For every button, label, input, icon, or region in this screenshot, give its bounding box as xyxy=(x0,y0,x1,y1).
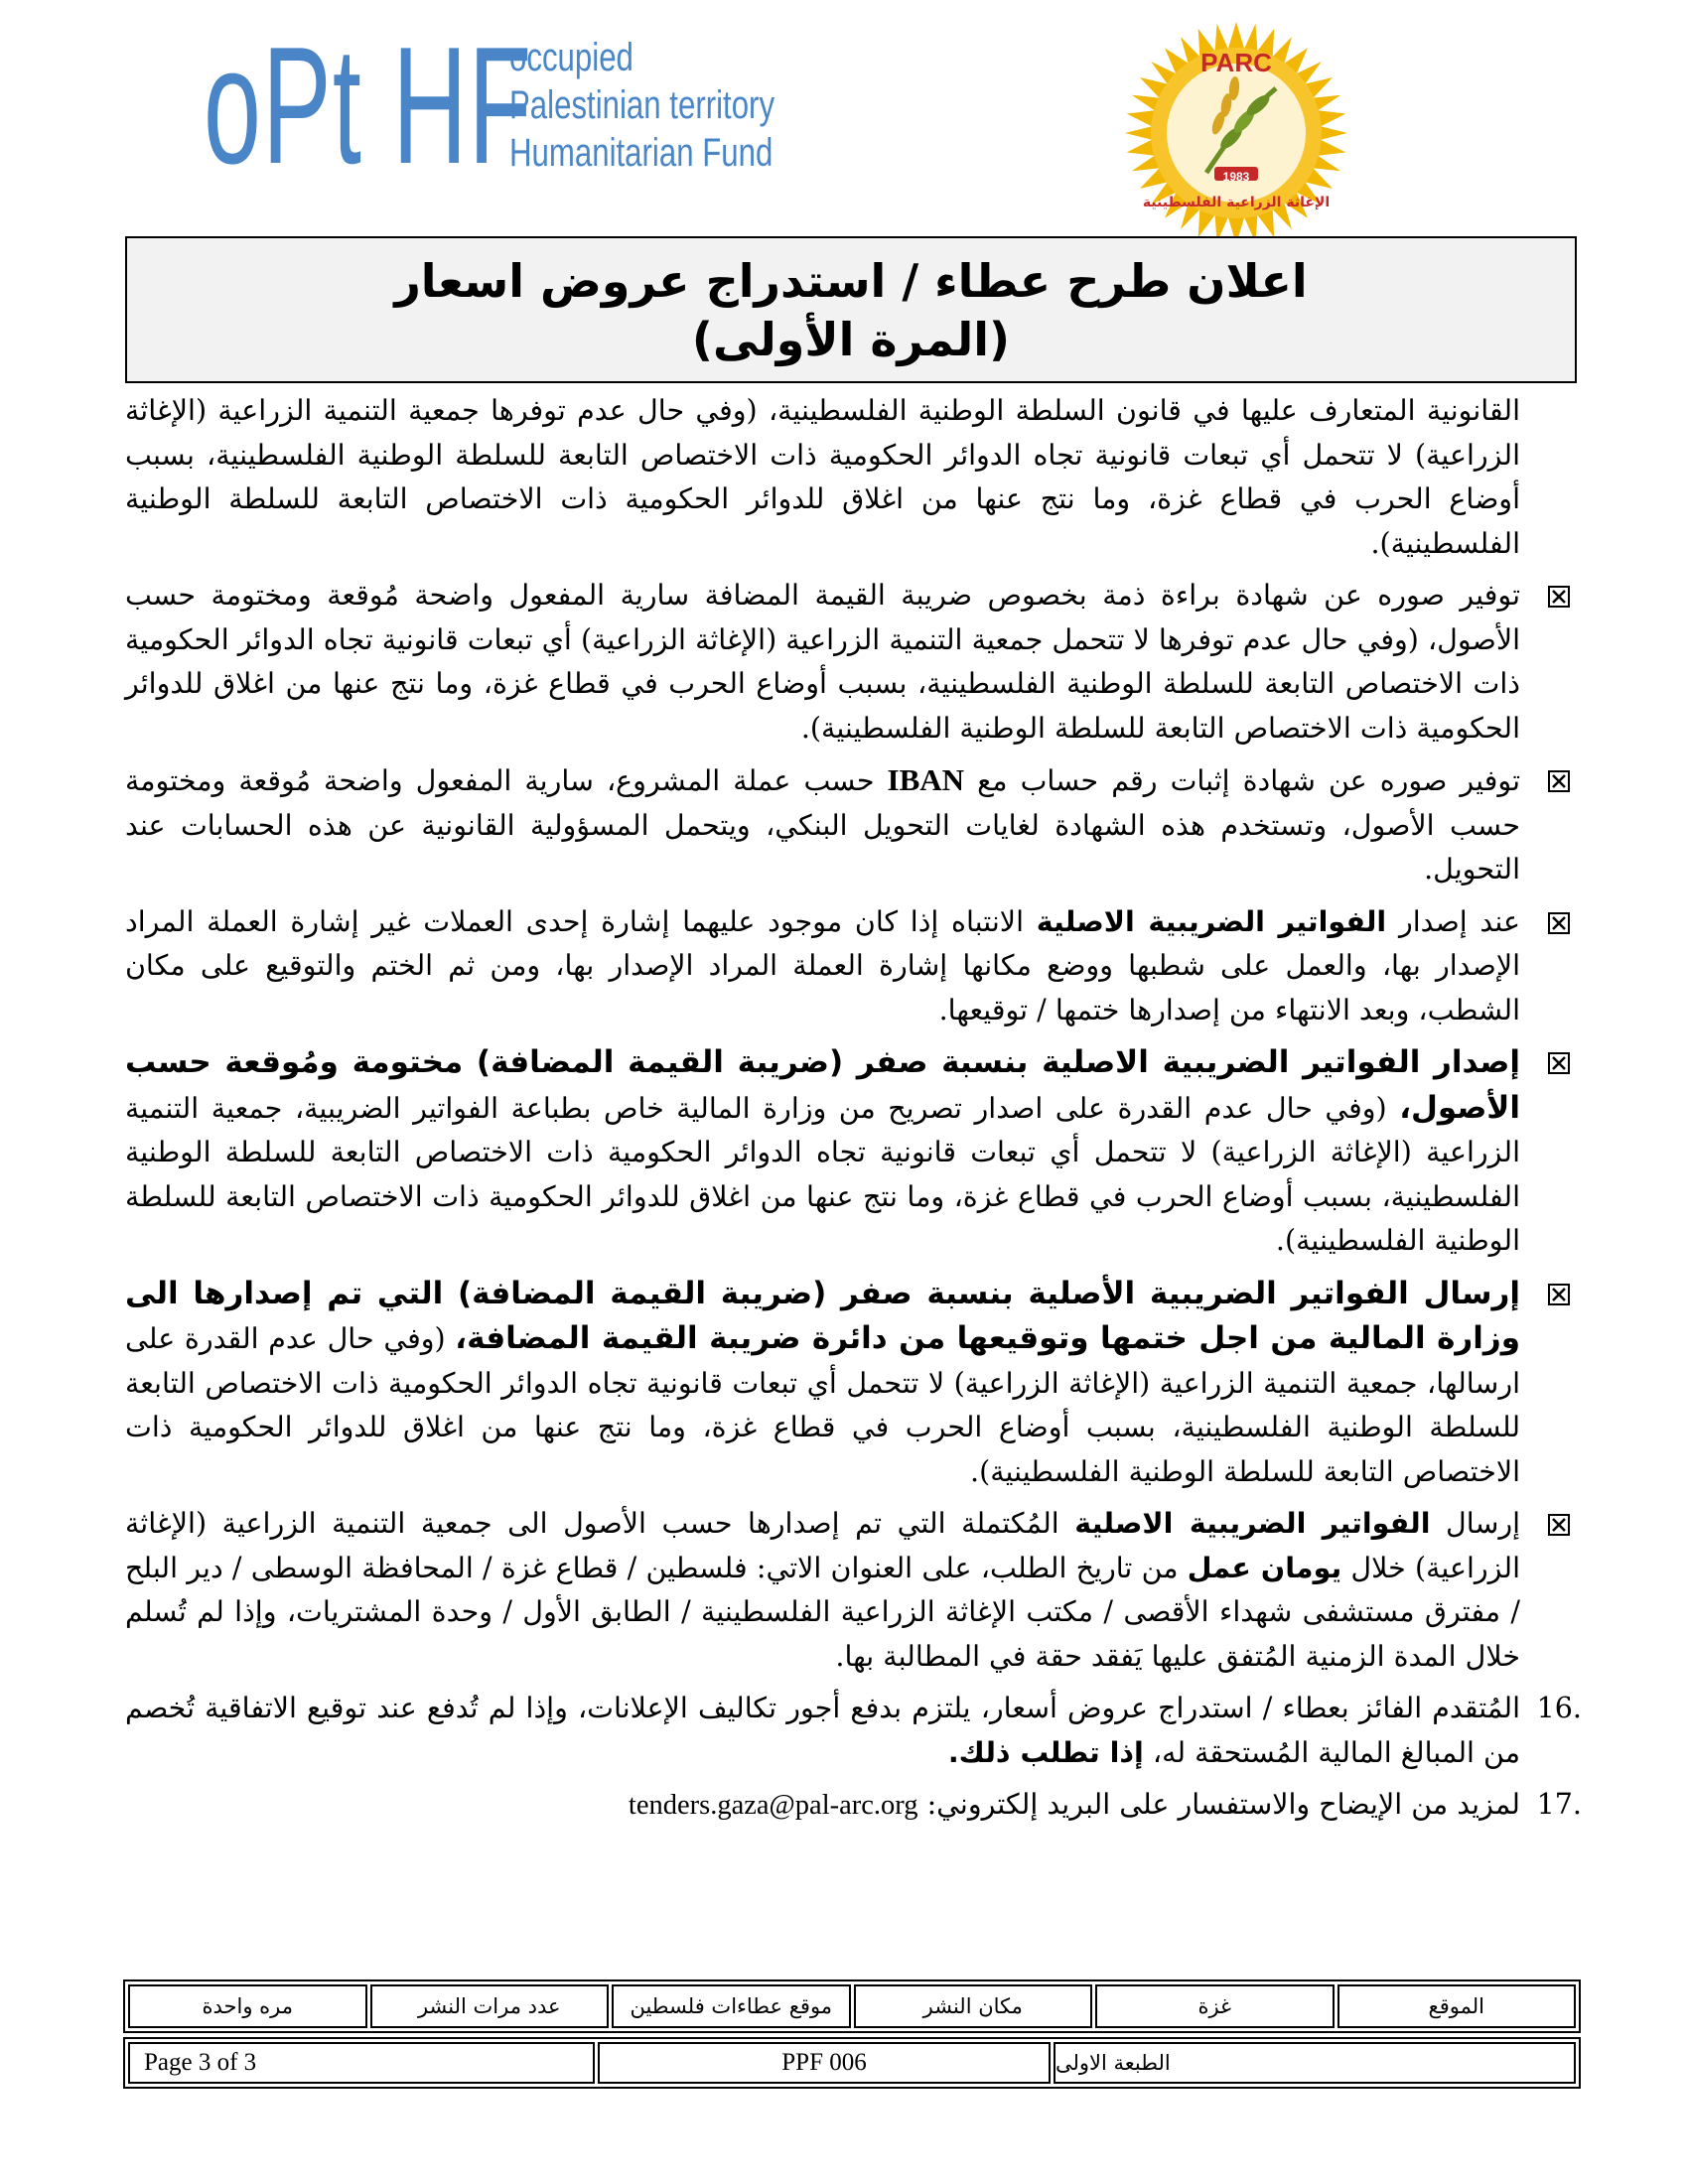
parc-logo-name: PARC xyxy=(1200,48,1272,77)
intro-paragraph: القانونية المتعارف عليها في قانون السلطة الوطنية الفلسطينية، (وفي حال عدم توفرها جمعية التنمية الزراعية (الإغاثة الزراعية) لا تتحمل أي تبعات قانونية تجاه الدوائر الحكومية ذات الاختصاص التابعة للسلطة الوطنية الفلسطينية، بسبب أوضاع الحرب في قطاع غزة، وما نتج عنها من اغلاق للدوائر الحكومية ذات الاختصاص التابعة للسلطة الوطنية الفلسطينية). xyxy=(125,394,1520,560)
footer-cell-times-label: عدد مرات النشر xyxy=(370,1984,610,2028)
list-item-text: المُتقدم الفائز بعطاء / استدراج عروض أسعار، يلتزم بدفع أجور تكاليف الإعلانات، وإذا لم تُدفع عند توقيع الاتفاقية تُخصم من المبالغ المالية المُستحقة له، إذا تطلب ذلك. xyxy=(125,1692,1520,1769)
announcement-subtitle: (المرة الأولى) xyxy=(691,313,1011,366)
item-number: 16. xyxy=(1536,1692,1582,1724)
numbered-item-17 xyxy=(125,1783,1582,1829)
list-item-text: عند إصدار الفواتير الضريبية الاصلية الانتباه إذا كان موجود عليهما إشارة إحدى العملات غير إشارة العملة المراد الإصدار بها، والعمل على شطبها ووضع مكانها إشارة العملة المراد الإصدار بها، ومن ثم الختم والتوقيع على مكان الشطب، وبعد الانتهاء من إصدارها ختمها / توقيعها. xyxy=(125,904,1520,1026)
footer-cell-place-value: موقع عطاءات فلسطين xyxy=(612,1984,851,2028)
checked-box-icon xyxy=(1548,586,1570,608)
ohpf-logo xyxy=(204,12,775,220)
footer-cell-page-number: Page 3 of 3 xyxy=(128,2042,595,2084)
parc-logo-arabic: الإغاثة الزراعية الفلسطينية xyxy=(1142,195,1331,210)
footer-document-table xyxy=(123,2037,1581,2089)
footer-cell-times-value: مره واحدة xyxy=(128,1984,367,2028)
list-item xyxy=(125,1502,1520,1679)
footer-cell-doc-code: PPF 006 xyxy=(598,2042,1051,2084)
parc-sun-icon xyxy=(1107,16,1365,244)
footer-cell-location-label: الموقع xyxy=(1337,1984,1577,2028)
ohpf-logo-text: occupied Palestinian territory Humanitarian Fund xyxy=(509,36,775,175)
list-item-text: إرسال الفواتير الضريبية الأصلية بنسبة صفر (ضريبة القيمة المضافة) التي تم إصدارها الى وزارة المالية من اجل ختمها وتوقيعها من دائرة ضريبة القيمة المضافة، (وفي حال عدم القدرة على ارسالها، جمعية التنمية الزراعية (الإغاثة الزراعية) لا تتحمل أي تبعات قانونية تجاه الدوائر الحكومية ذات الاختصاص التابعة للسلطة الوطنية الفلسطينية، بسبب أوضاع الحرب في قطاع غزة، وما نتج عنها من اغلاق للدوائر الحكومية ذات الاختصاص التابعة للسلطة الوطنية الفلسطينية). xyxy=(125,1275,1520,1488)
list-item-text: توفير صوره عن شهادة إثبات رقم حساب مع IBAN حسب عملة المشروع، سارية المفعول واضحة مُوقعة ومختومة حسب الأصول، وتستخدم هذه الشهادة لغايات التحويل البنكي، ويتحمل المسؤولية القانونية عن هذه الحسابات عند التحويل. xyxy=(125,762,1521,886)
footer-publication-table xyxy=(123,1979,1581,2033)
list-item-text: لمزيد من الإيضاح والاستفسار على البريد إلكتروني: tenders.gaza@pal-arc.org xyxy=(628,1788,1520,1821)
checked-box-icon xyxy=(1548,912,1570,934)
iban-label: IBAN xyxy=(887,762,965,797)
announcement-title-box xyxy=(125,236,1577,383)
checked-box-icon xyxy=(1548,770,1570,792)
list-item-text: إصدار الفواتير الضريبية الاصلية بنسبة صفر (ضريبة القيمة المضافة) مختومة ومُوقعة حسب الأصول، (وفي حال عدم القدرة على اصدار تصريح من وزارة المالية خاص بطباعة الفواتير الضريبية، جمعية التنمية الزراعية (الإغاثة الزراعية) لا تتحمل أي تبعات قانونية تجاه الدوائر الحكومية ذات الاختصاص التابعة للسلطة الوطنية الفلسطينية، بسبب أوضاع الحرب في قطاع غزة، وما نتج عنها من اغلاق للدوائر الحكومية ذات الاختصاص التابعة للسلطة الوطنية الفلسطينية). xyxy=(125,1044,1520,1257)
list-item xyxy=(125,1040,1520,1264)
numbered-item-16 xyxy=(125,1687,1582,1775)
checked-box-icon xyxy=(1548,1514,1570,1536)
ohpf-logo-mark: oPt HF xyxy=(204,12,533,199)
list-item xyxy=(125,1272,1520,1495)
checked-box-icon xyxy=(1548,1284,1570,1305)
list-item xyxy=(125,574,1520,751)
footer-cell-location-value: غزة xyxy=(1095,1984,1335,2028)
parc-logo-year: 1983 xyxy=(1222,170,1250,184)
footer-cell-place-label: مكان النشر xyxy=(854,1984,1093,2028)
list-item-text: إرسال الفواتير الضريبية الاصلية المُكتملة التي تم إصدارها حسب الأصول الى جمعية التنمية الزراعية (الإغاثة الزراعية) خلال يومان عمل من تاريخ الطلب، على العنوان الاتي: فلسطين / قطاع غزة / المحافظة الوسطى / دير البلح / مفترق مستشفى شهداء الأقصى / مكتب الإغاثة الزراعية الفلسطينية / الطابق الأول / وحدة المشتريات، وإذا لم تُسلم خلال المدة الزمنية المُتفق عليها يَفقد حقة في المطالبة بها. xyxy=(125,1507,1520,1673)
announcement-body xyxy=(125,389,1582,1837)
list-item xyxy=(125,758,1520,892)
contact-email-link[interactable]: tenders.gaza@pal-arc.org xyxy=(628,1790,918,1821)
list-item-text: توفير صوره عن شهادة براءة ذمة بخصوص ضريبة القيمة المضافة سارية المفعول واضحة مُوقعة ومختومة حسب الأصول، (وفي حال عدم توفرها لا تتحمل جمعية التنمية الزراعية (الإغاثة الزراعية) أي تبعات قانونية تجاه الدوائر الحكومية ذات الاختصاص التابعة للسلطة الوطنية الفلسطينية، بسبب أوضاع الحرب في قطاع غزة، وما نتج عنها من اغلاق للدوائر الحكومية ذات الاختصاص التابعة للسلطة الوطنية الفلسطينية). xyxy=(125,579,1520,745)
announcement-title: اعلان طرح عطاء / استدراج عروض اسعار xyxy=(394,254,1308,308)
checked-box-icon xyxy=(1548,1052,1570,1074)
item-number: 17. xyxy=(1536,1788,1582,1821)
footer-cell-edition: الطبعة الاولى xyxy=(1054,2042,1576,2084)
parc-logo xyxy=(1107,16,1365,244)
list-item xyxy=(125,900,1520,1033)
